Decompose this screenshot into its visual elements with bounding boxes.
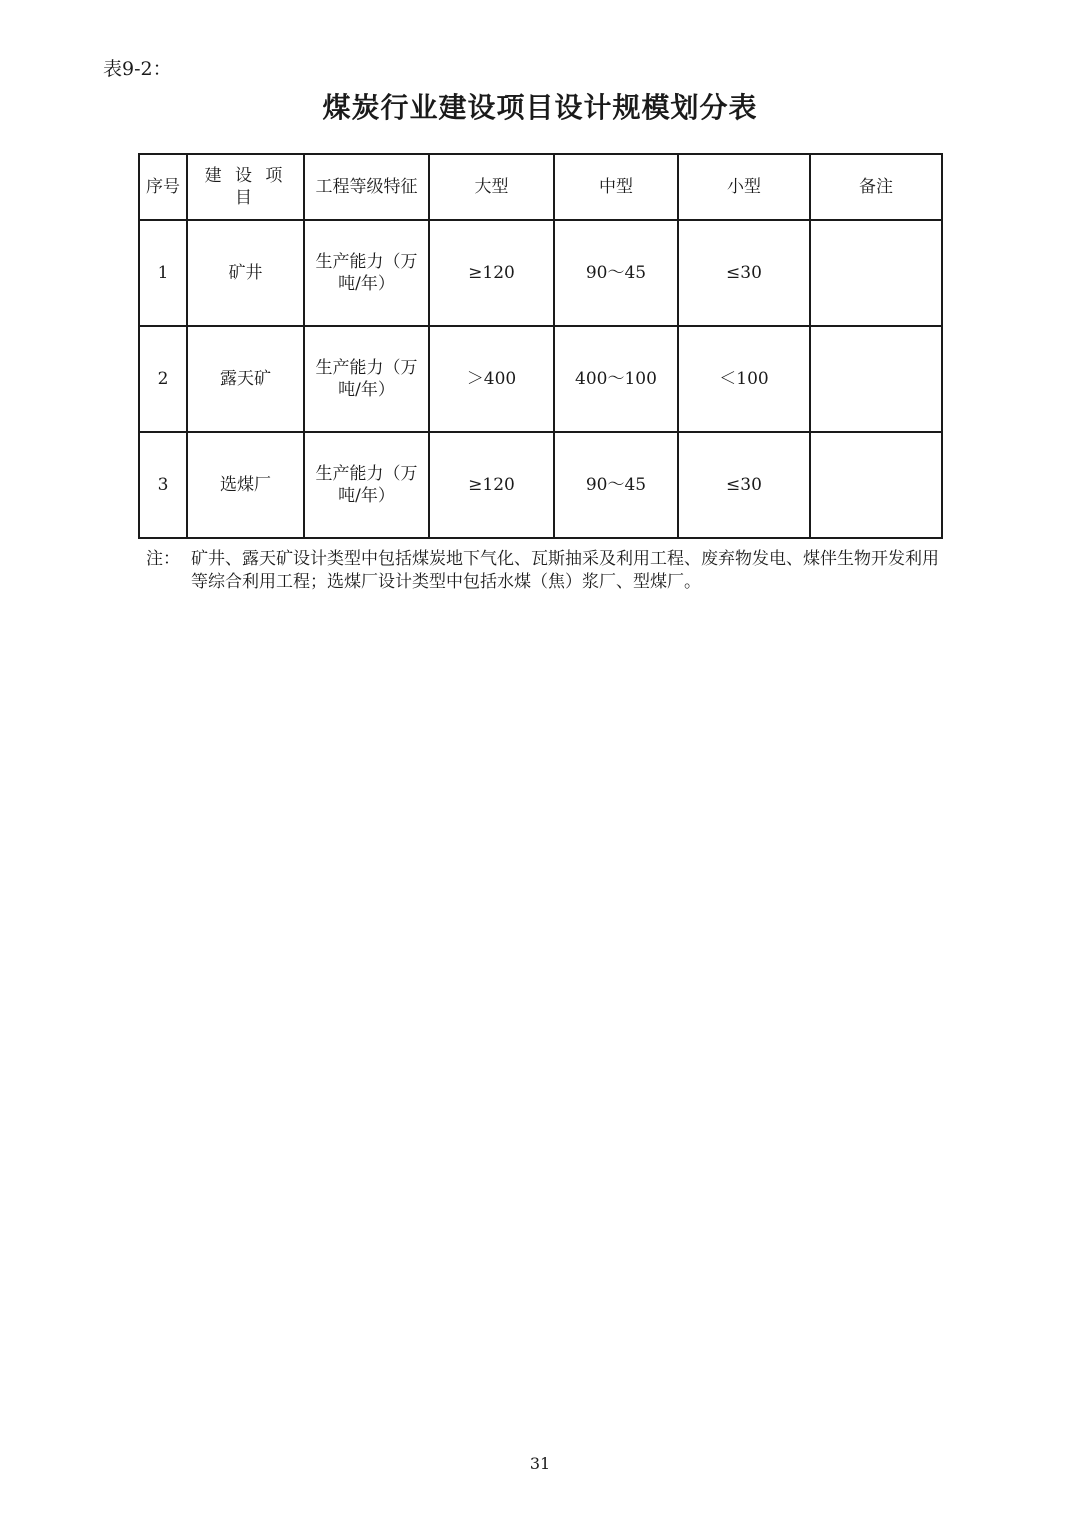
- header-project: 建 设 项 目: [187, 154, 304, 220]
- design-scale-table: [138, 153, 943, 539]
- table-header-row: [139, 154, 942, 220]
- table-row: [139, 220, 942, 326]
- cell-index: 1: [139, 220, 187, 326]
- cell-remarks: [810, 220, 942, 326]
- cell-medium: 90～45: [554, 220, 678, 326]
- cell-grade-feature: 生产能力（万吨/年）: [304, 220, 429, 326]
- note-text: 矿井、露天矿设计类型中包括煤炭地下气化、瓦斯抽采及利用工程、废弃物发电、煤伴生物开发利用等综合利用工程；选煤厂设计类型中包括水煤（焦）浆厂、型煤厂。: [191, 549, 939, 592]
- cell-index: 2: [139, 326, 187, 432]
- table-row: [139, 432, 942, 538]
- cell-remarks: [810, 326, 942, 432]
- table-note: [146, 548, 946, 594]
- cell-grade-feature: 生产能力（万吨/年）: [304, 326, 429, 432]
- document-title: 煤炭行业建设项目设计规模划分表: [322, 91, 758, 124]
- cell-large: ≥120: [429, 432, 554, 538]
- cell-medium: 400～100: [554, 326, 678, 432]
- cell-large: ≥120: [429, 220, 554, 326]
- cell-small: ≤30: [678, 220, 810, 326]
- table-row: [139, 326, 942, 432]
- cell-project: 选煤厂: [187, 432, 304, 538]
- cell-small: ≤30: [678, 432, 810, 538]
- cell-project: 露天矿: [187, 326, 304, 432]
- header-medium: 中型: [554, 154, 678, 220]
- table-label: 表9-2：: [103, 58, 172, 80]
- header-grade-feature: 工程等级特征: [304, 154, 429, 220]
- note-label: 注：: [146, 549, 180, 569]
- header-large: 大型: [429, 154, 554, 220]
- page-number: 31: [529, 1454, 551, 1473]
- cell-index: 3: [139, 432, 187, 538]
- cell-project: 矿井: [187, 220, 304, 326]
- header-index: 序号: [139, 154, 187, 220]
- cell-remarks: [810, 432, 942, 538]
- cell-medium: 90～45: [554, 432, 678, 538]
- header-remarks: 备注: [810, 154, 942, 220]
- cell-small: ＜100: [678, 326, 810, 432]
- header-small: 小型: [678, 154, 810, 220]
- cell-grade-feature: 生产能力（万吨/年）: [304, 432, 429, 538]
- cell-large: ＞400: [429, 326, 554, 432]
